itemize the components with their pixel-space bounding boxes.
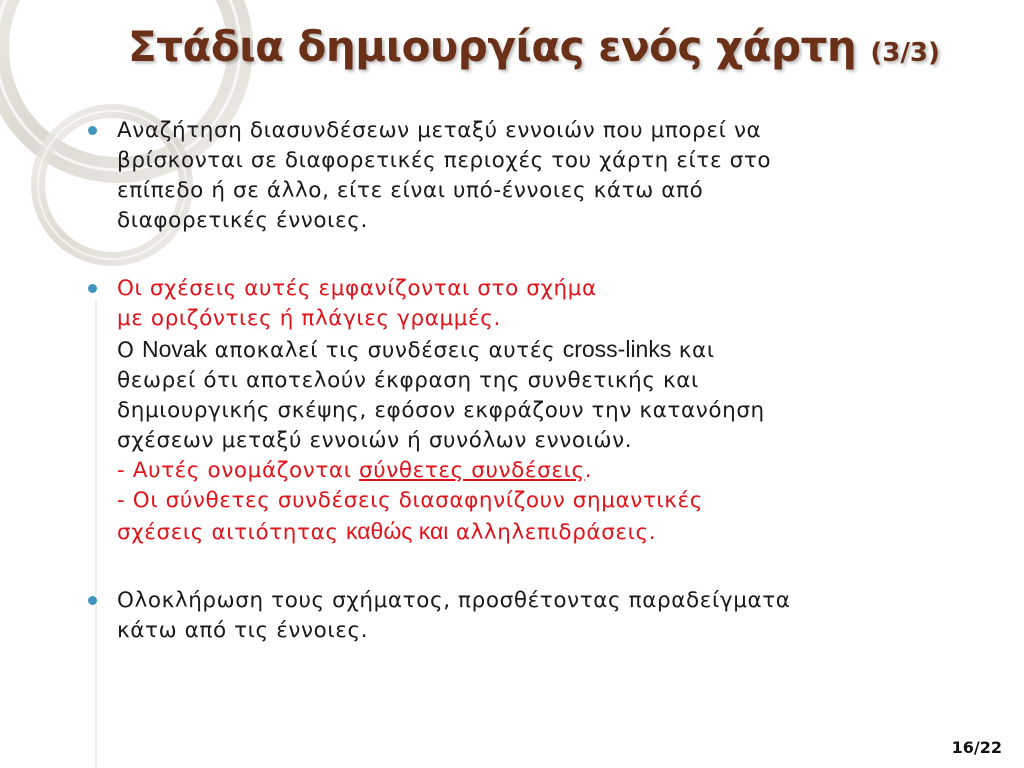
highlight-text-line: με οριζόντιες ή πλάγιες γραμμές.: [117, 306, 501, 331]
cross-links-term: cross-links: [562, 336, 672, 362]
bullet-text-line: σχέσεων μεταξύ εννοιών ή συνόλων εννοιών.: [117, 428, 633, 453]
underlined-term: σύνθετες συνδέσεις: [359, 458, 585, 483]
novak-prefix: Ο: [117, 338, 142, 363]
bullet-dot-icon: [88, 284, 97, 293]
bullet-item: [88, 274, 988, 548]
bullet-dot-icon: [88, 596, 97, 605]
bullet-text-line: επίπεδο ή σε άλλο, είτε είναι υπό-έννοιες κάτω από: [117, 178, 704, 203]
slide-title-suffix: (3/3): [870, 38, 940, 68]
dash1-suffix: .: [584, 458, 593, 483]
bullet-text-line: βρίσκονται σε διαφορετικές περιοχές του χάρτη είτε στο: [117, 148, 772, 173]
novak-mid: αποκαλεί τις συνδέσεις αυτές: [207, 338, 563, 363]
slide-content: [88, 116, 988, 646]
bullet-text-line: θεωρεί ότι αποτελούν έκφραση της συνθετικής και: [117, 368, 699, 393]
novak-suffix: και: [671, 338, 715, 363]
bullet-text-line: [117, 334, 988, 366]
bullet-text-line: Αναζήτηση διασυνδέσεων μεταξύ εννοιών που μπορεί να: [117, 118, 762, 143]
highlight-text-line: Οι σχέσεις αυτές εμφανίζονται στο σχήμα: [117, 276, 597, 301]
dash2-mid: καθώς και: [346, 518, 449, 544]
bullet-text-line: Ολοκλήρωση τους σχήματος, προσθέτοντας παραδείγματα: [117, 588, 791, 613]
bullet-dot-icon: [88, 126, 97, 135]
bullet-text-line: δημιουργικής σκέψης, εφόσον εκφράζουν την κατανόηση: [117, 398, 765, 423]
slide-title: [128, 22, 1008, 71]
dash2-prefix: σχέσεις αιτιότητας: [117, 520, 347, 545]
dash1-prefix: - Αυτές ονομάζονται: [117, 458, 360, 483]
highlight-text-line: [117, 456, 988, 486]
highlight-text-line: - Οι σύνθετες συνδέσεις διασαφηνίζουν σημαντικές: [117, 488, 703, 513]
bullet-text-line: διαφορετικές έννοιες.: [117, 208, 368, 233]
page-number: 16/22: [951, 738, 1002, 757]
novak-name: Novak: [141, 336, 208, 362]
bullet-item: [88, 116, 988, 236]
highlight-text-line: [117, 516, 988, 548]
slide-title-main: Στάδια δημιουργίας ενός χάρτη: [128, 22, 857, 71]
bullet-text-line: κάτω από τις έννοιες.: [117, 618, 369, 643]
dash2-suffix: αλληλεπιδράσεις.: [448, 520, 657, 545]
bullet-item: [88, 586, 988, 646]
